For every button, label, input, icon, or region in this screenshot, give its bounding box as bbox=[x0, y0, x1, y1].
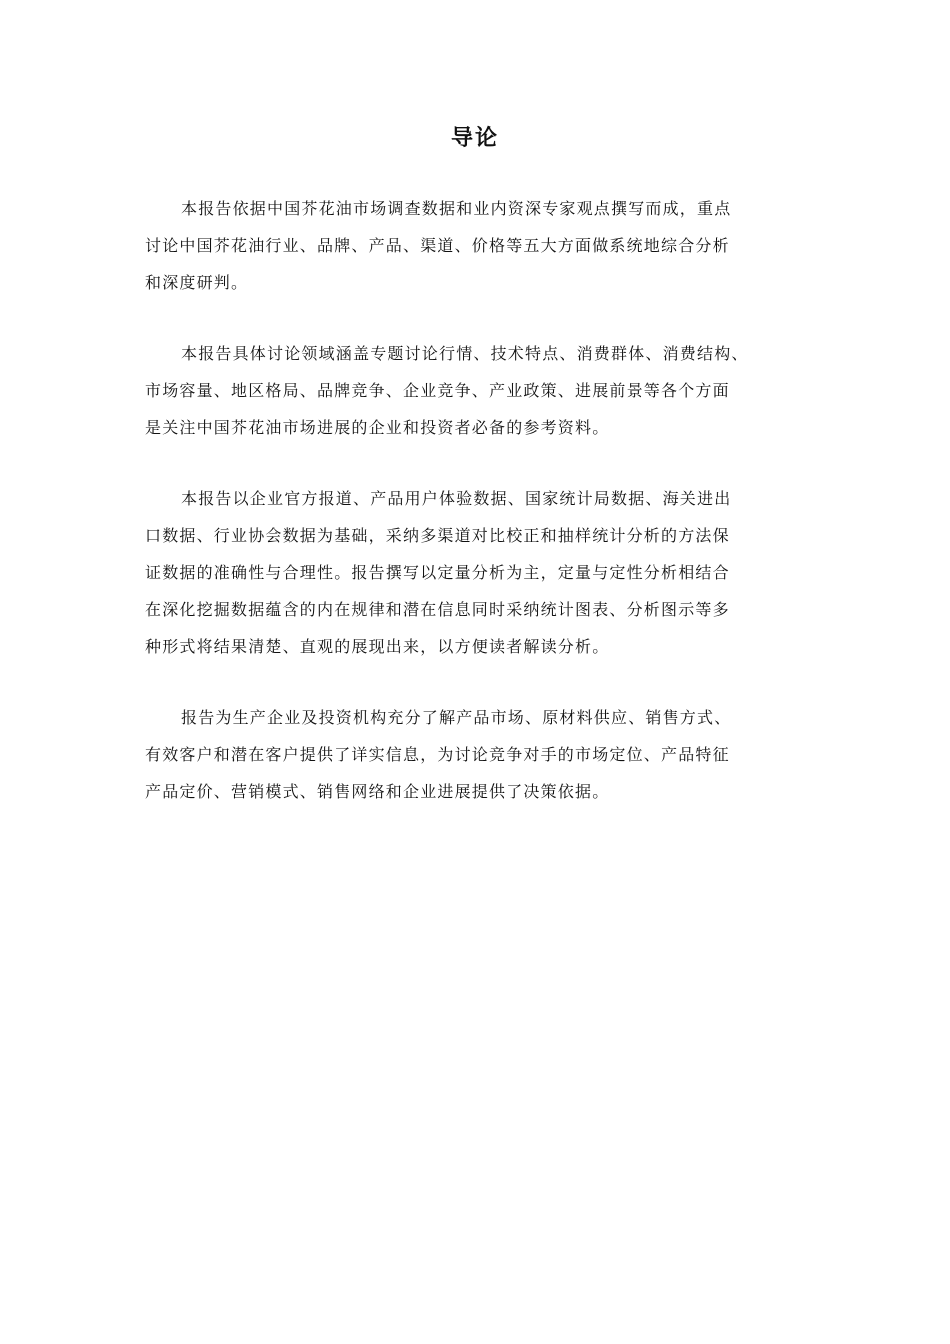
page-title: 导论 bbox=[450, 125, 499, 151]
paragraph-line: 有效客户和潜在客户提供了详实信息，为讨论竞争对手的市场定位、产品特征 bbox=[145, 745, 730, 764]
paragraph-line: 证数据的准确性与合理性。报告撰写以定量分析为主，定量与定性分析相结合 bbox=[145, 563, 730, 582]
paragraph-line: 是关注中国芥花油市场进展的企业和投资者必备的参考资料。 bbox=[145, 418, 610, 437]
document-body bbox=[145, 190, 817, 844]
paragraph-line: 种形式将结果清楚、直观的展现出来，以方便读者解读分析。 bbox=[145, 637, 610, 656]
paragraph-line: 讨论中国芥花油行业、品牌、产品、渠道、价格等五大方面做系统地综合分析 bbox=[145, 236, 730, 255]
paragraph-line: 产品定价、营销模式、销售网络和企业进展提供了决策依据。 bbox=[145, 782, 610, 801]
paragraph-line: 本报告具体讨论领域涵盖专题讨论行情、技术特点、消费群体、消费结构、 bbox=[181, 344, 749, 363]
paragraph-line: 本报告以企业官方报道、产品用户体验数据、国家统计局数据、海关进出 bbox=[181, 489, 732, 508]
paragraph-line: 口数据、行业协会数据为基础，采纳多渠道对比校正和抽样统计分析的方法保 bbox=[145, 526, 730, 545]
paragraph-line: 本报告依据中国芥花油市场调查数据和业内资深专家观点撰写而成，重点 bbox=[181, 199, 732, 218]
paragraph-line: 报告为生产企业及投资机构充分了解产品市场、原材料供应、销售方式、 bbox=[181, 708, 732, 727]
paragraph-1 bbox=[145, 190, 817, 301]
paragraph-line: 市场容量、地区格局、品牌竞争、企业竞争、产业政策、进展前景等各个方面 bbox=[145, 381, 730, 400]
paragraph-line: 在深化挖掘数据蕴含的内在规律和潜在信息同时采纳统计图表、分析图示等多 bbox=[145, 600, 730, 619]
paragraph-4 bbox=[145, 699, 817, 810]
paragraph-2 bbox=[145, 335, 817, 446]
paragraph-line: 和深度研判。 bbox=[145, 273, 249, 292]
paragraph-3 bbox=[145, 480, 817, 665]
